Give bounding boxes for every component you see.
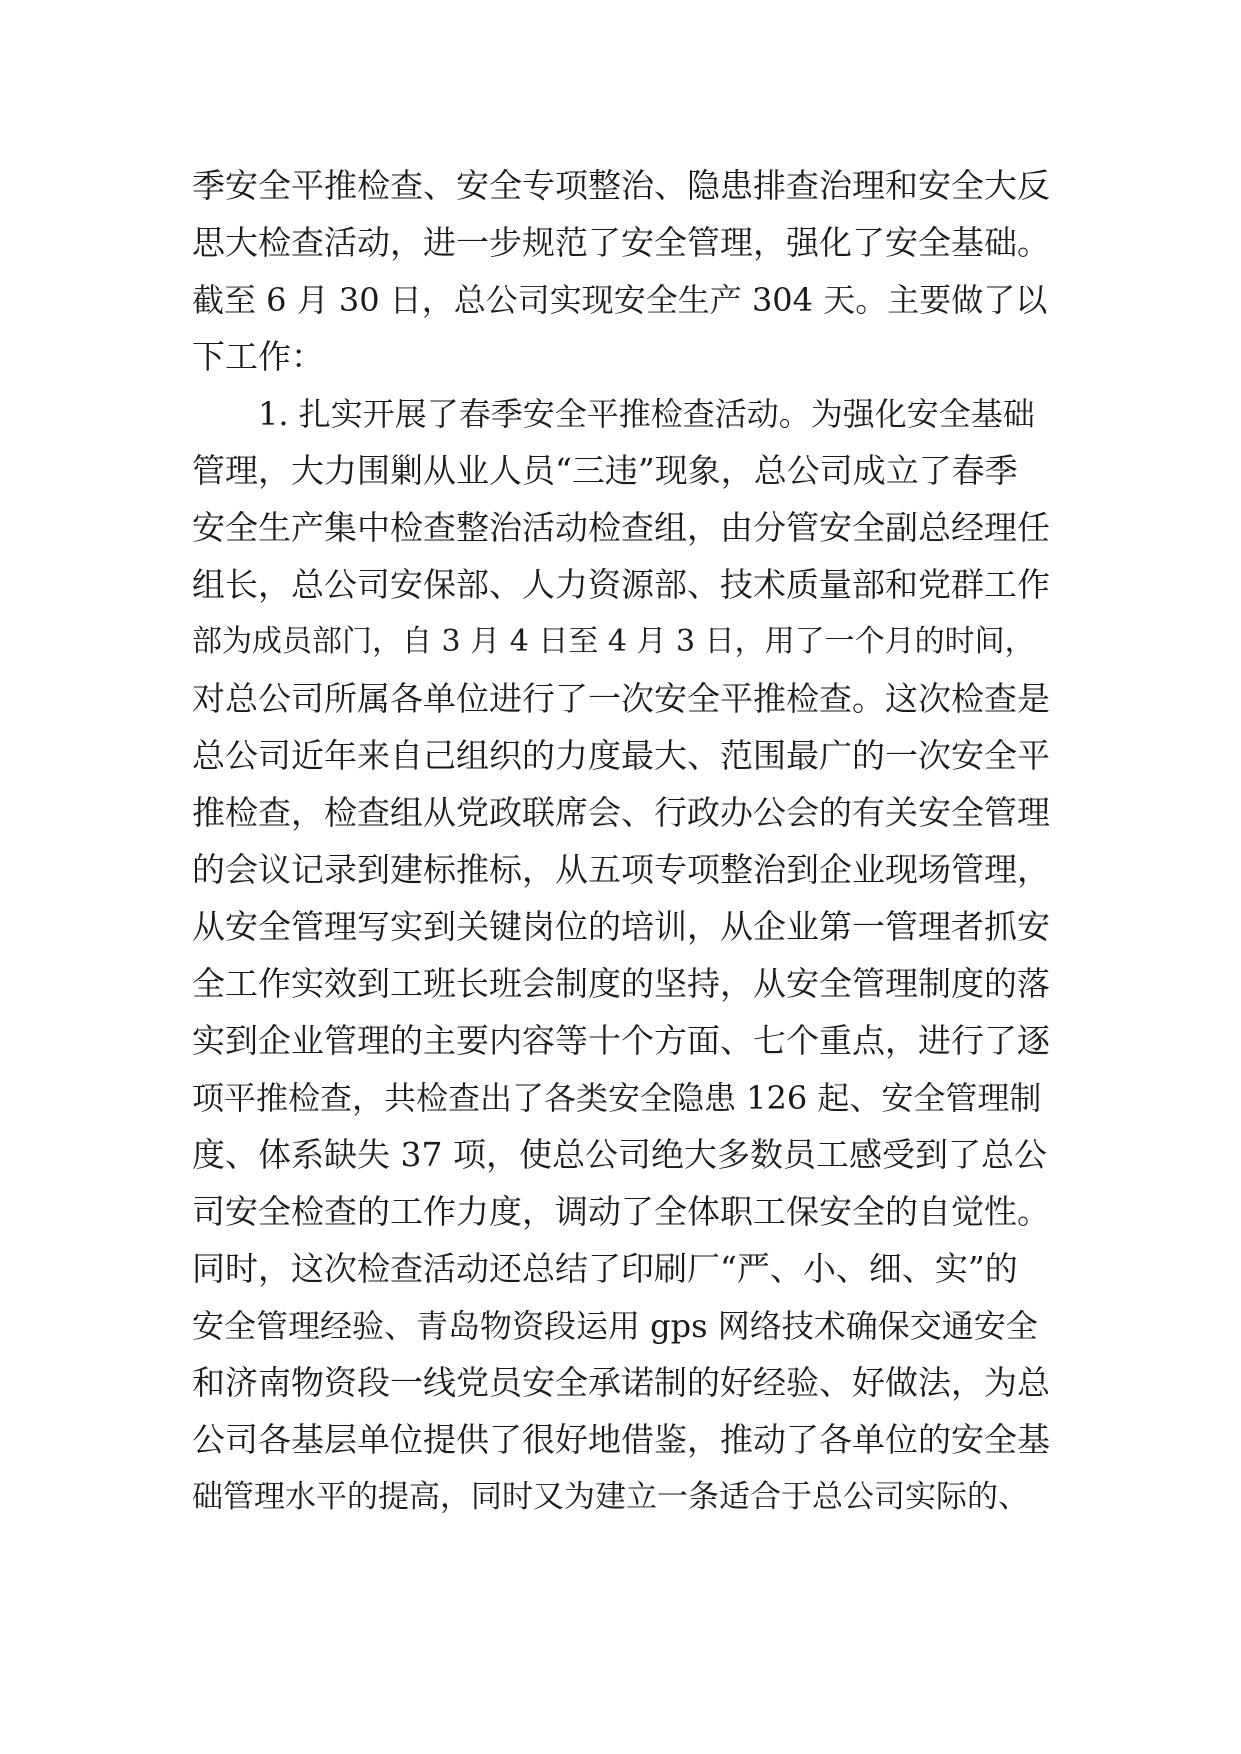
text-line: 1. 扎实开展了春季安全平推检查活动。为强化安全基础 <box>258 395 1035 433</box>
text-line: 全工作实效到工班长班会制度的坚持，从安全管理制度的落 <box>192 964 1050 1003</box>
text-line: 安全生产集中检查整治活动检查组，由分管安全副总经理任 <box>192 508 1050 547</box>
text-line: 部为成员部门，自 3 月 4 日至 4 月 3 日，用了一个月的时间， <box>192 624 1035 659</box>
text-line: 司安全检查的工作力度，调动了全体职工保安全的自觉性。 <box>192 1192 1050 1231</box>
text-line: 实到企业管理的主要内容等十个方面、七个重点，进行了逐 <box>192 1021 1050 1060</box>
text-line: 下工作： <box>192 337 324 376</box>
text-line: 项平推检查，共检查出了各类安全隐患 126 起、安全管理制 <box>192 1079 1042 1117</box>
text-line: 截至 6 月 30 日，总公司实现安全生产 304 天。主要做了以 <box>192 281 1048 319</box>
text-line: 管理，大力围剿从业人员“三违”现象，总公司成立了春季 <box>192 451 1018 490</box>
text-line: 对总公司所属各单位进行了一次安全平推检查。这次检查是 <box>192 679 1050 718</box>
text-line: 础管理水平的提高，同时又为建立一条适合于总公司实际的、 <box>192 1479 1029 1515</box>
text-line: 推检查，检查组从党政联席会、行政办公会的有关安全管理 <box>192 793 1050 832</box>
text-line: 思大检查活动，进一步规范了安全管理，强化了安全基础。 <box>192 223 1050 262</box>
text-line: 组长，总公司安保部、人力资源部、技术质量部和党群工作 <box>192 565 1050 604</box>
text-line: 同时，这次检查活动还总结了印刷厂“严、小、细、实”的 <box>192 1249 1018 1288</box>
text-line: 度、体系缺失 37 项，使总公司绝大多数员工感受到了总公 <box>192 1135 1047 1174</box>
text-line: 从安全管理写实到关键岗位的培训，从企业第一管理者抓安 <box>192 907 1050 946</box>
text-line: 和济南物资段一线党员安全承诺制的好经验、好做法，为总 <box>192 1363 1050 1402</box>
text-line: 安全管理经验、青岛物资段运用 gps 网络技术确保交通安全 <box>192 1307 1038 1345</box>
text-line: 总公司近年来自己组织的力度最大、范围最广的一次安全平 <box>192 736 1050 775</box>
text-line: 的会议记录到建标推标，从五项专项整治到企业现场管理， <box>192 850 1050 889</box>
text-line: 公司各基层单位提供了很好地借鉴，推动了各单位的安全基 <box>192 1420 1050 1459</box>
text-line: 季安全平推检查、安全专项整治、隐患排查治理和安全大反 <box>192 166 1050 205</box>
